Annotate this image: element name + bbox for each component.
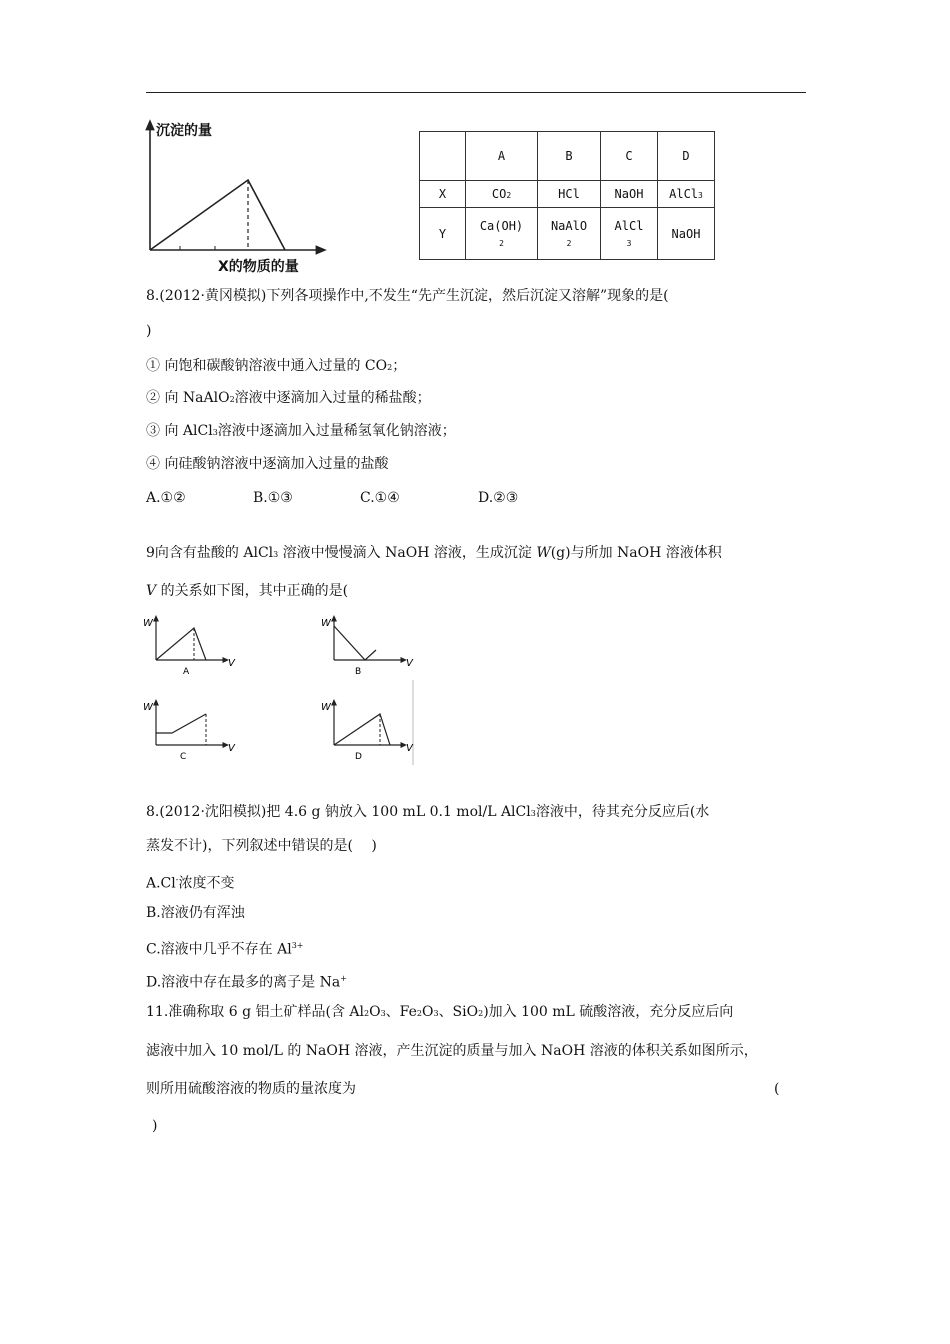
graph-c-v-label: V <box>228 743 235 754</box>
q8b-option-d: D.溶液中存在最多的离子是 Na+ <box>146 974 347 991</box>
x-axis-label: X的物质的量 <box>218 259 299 275</box>
q8a-item1: ① 向饱和碳酸钠溶液中通入过量的 CO2； <box>146 358 407 374</box>
q8b-option-c: C.溶液中几乎不存在 $Al^{3+}$ <box>146 941 304 958</box>
option-d: D.②③ <box>478 490 519 506</box>
q8a-stem-line2: ) <box>146 323 152 339</box>
table-cell: Ca(OH) 2 <box>466 208 538 260</box>
table-cell: AlCl 3 <box>601 208 658 260</box>
table-row-x: X CO2 HCl NaOH AlCl3 <box>420 181 715 208</box>
q8b-option-b: B.溶液仍有浑浊 <box>146 905 245 921</box>
graph-d-label: D <box>355 752 362 762</box>
graph-b-v-label: V <box>406 658 413 669</box>
y-axis-label: 沉淀的量 <box>156 123 212 139</box>
figure-precipitate-graph <box>140 118 330 273</box>
graph-a <box>143 618 236 677</box>
table-row-y: Y Ca(OH) 2 NaAlO 2 AlCl 3 NaOH <box>420 208 715 260</box>
option-b: B.①③ <box>253 490 293 506</box>
graph-d-v-label: V <box>406 743 413 754</box>
graph-a-v-label: V <box>228 658 235 669</box>
option-a: A.①② <box>146 490 186 506</box>
q9-graphs <box>140 612 420 767</box>
graph-a-w-label: W <box>143 618 153 629</box>
precipitate-graph-svg <box>140 118 330 273</box>
table-cell: NaOH <box>601 181 658 208</box>
q8a-options <box>146 489 518 507</box>
table-cell: NaAlO 2 <box>538 208 601 260</box>
graph-c-label: C <box>180 752 187 762</box>
q11-line1: 11.准确称取 6 g 铝土矿样品(含 Al2O3、Fe2O3、SiO2)加入 100 mL 硫酸溶液，充分反应后向 <box>146 1004 734 1020</box>
table-cell: HCl <box>538 181 601 208</box>
q8b-line2: 蒸发不计)，下列叙述中错误的是( ) <box>146 838 377 854</box>
q9-line2: V 的关系如下图，其中正确的是( <box>146 583 349 599</box>
graph-c-w-label: W <box>143 702 153 713</box>
q8b-line1: 8.(2012·沈阳模拟)把 4.6 g 钠放入 100 mL 0.1 mol/L AlCl3溶液中，待其充分反应后(水 <box>146 804 710 820</box>
q8a-item4: ④ 向硅酸钠溶液中逐滴加入过量的盐酸 <box>146 456 389 472</box>
table-cell: CO2 <box>466 181 538 208</box>
q11-paren-close: ) <box>152 1118 158 1134</box>
q11-line2: 滤液中加入 10 mol/L 的 NaOH 溶液，产生沉淀的质量与加入 NaOH 溶液的体积关系如图所示， <box>146 1043 758 1059</box>
reagent-table <box>419 131 715 260</box>
q8a-item2: ② 向 NaAlO2溶液中逐滴加入过量的稀盐酸； <box>146 390 431 406</box>
table-cell: NaOH <box>658 208 715 260</box>
graph-a-label: A <box>183 667 190 677</box>
graph-b-w-label: W <box>321 618 331 629</box>
table-header-row: A B C D <box>420 132 715 181</box>
table-cell: AlCl3 <box>658 181 715 208</box>
option-c: C.①④ <box>360 490 400 506</box>
q8a-stem-line1: 8.(2012·黄冈模拟)下列各项操作中,不发生“先产生沉淀，然后沉淀又溶解”现象的是( <box>146 288 669 304</box>
q8b-option-a: A.Cl-浓度不变 <box>146 875 235 892</box>
q9-line1: 9向含有盐酸的 AlCl3 溶液中慢慢滴入 NaOH 溶液，生成沉淀 W(g)与所加 NaOH 溶液体积 <box>146 545 722 561</box>
curve <box>150 180 285 250</box>
graph-b <box>321 618 414 677</box>
q8a-item3: ③ 向 AlCl3溶液中逐滴加入过量稀氢氧化钠溶液； <box>146 423 456 439</box>
header-rule <box>146 92 806 93</box>
graph-b-label: B <box>355 667 362 677</box>
graph-d <box>321 680 414 765</box>
q11-line3: 则所用硫酸溶液的物质的量浓度为 <box>146 1081 356 1097</box>
graph-d-w-label: W <box>321 702 331 713</box>
graph-c <box>143 702 236 762</box>
q11-paren-open: ( <box>774 1081 780 1097</box>
